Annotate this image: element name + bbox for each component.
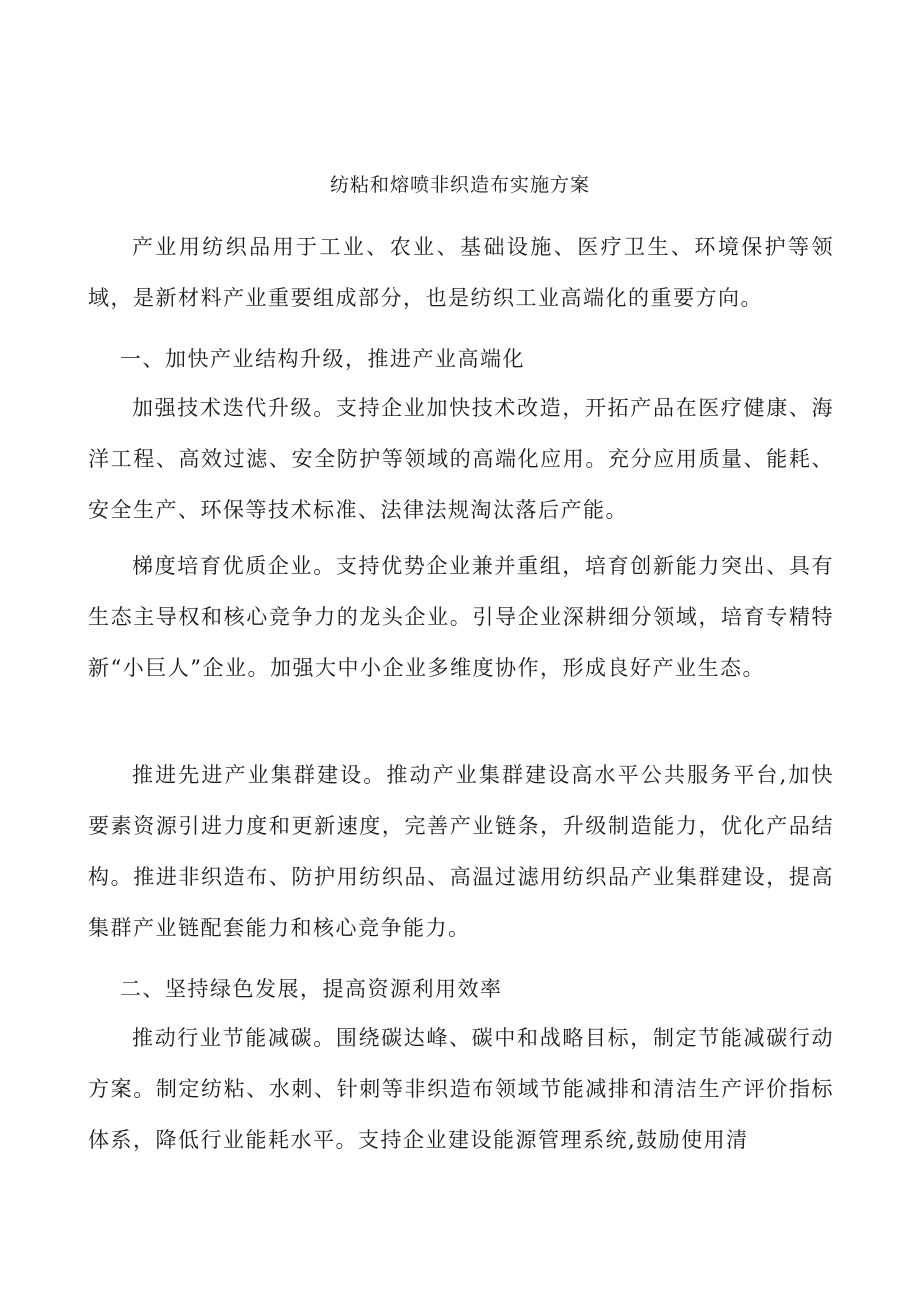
section-1-heading: 一、加快产业结构升级，推进产业高端化 [120, 347, 525, 371]
section-1-paragraph-2: 梯度培育优质企业。支持优势企业兼并重组，培育创新能力突出、具有生态主导权和核心竞争力的龙头企业。引导企业深耕细分领域，培育专精特新“小巨人”企业。加强大中小企业多维度协作，形成良好产业生态。 [88, 554, 834, 680]
section-2-heading: 二、坚持绿色发展，提高资源利用效率 [120, 977, 503, 1001]
intro-paragraph: 产业用纺织品用于工业、农业、基础设施、医疗卫生、环境保护等领域，是新材料产业重要组成部分，也是纺织工业高端化的重要方向。 [88, 235, 834, 310]
document-title: 纺粘和熔喷非织造布实施方案 [329, 174, 590, 196]
section-1-paragraph-1: 加强技术迭代升级。支持企业加快技术改造，开拓产品在医疗健康、海洋工程、高效过滤、安全防护等领域的高端化应用。充分应用质量、能耗、安全生产、环保等技术标准、法律法规淘汰落后产能。 [88, 396, 834, 522]
section-2-paragraph-1: 推动行业节能减碳。围绕碳达峰、碳中和战略目标，制定节能减碳行动方案。制定纺粘、水刺、针刺等非织造布领域节能减排和清洁生产评价指标体系，降低行业能耗水平。支持企业建设能源管理系统,鼓励使用清 [88, 1026, 834, 1152]
section-1-paragraph-3: 推进先进产业集群建设。推动产业集群建设高水平公共服务平台,加快要素资源引进力度和更新速度，完善产业链条，升级制造能力，优化产品结构。推进非织造布、防护用纺织品、高温过滤用纺织品产业集群建设，提高集群产业链配套能力和核心竞争能力。 [88, 763, 834, 940]
